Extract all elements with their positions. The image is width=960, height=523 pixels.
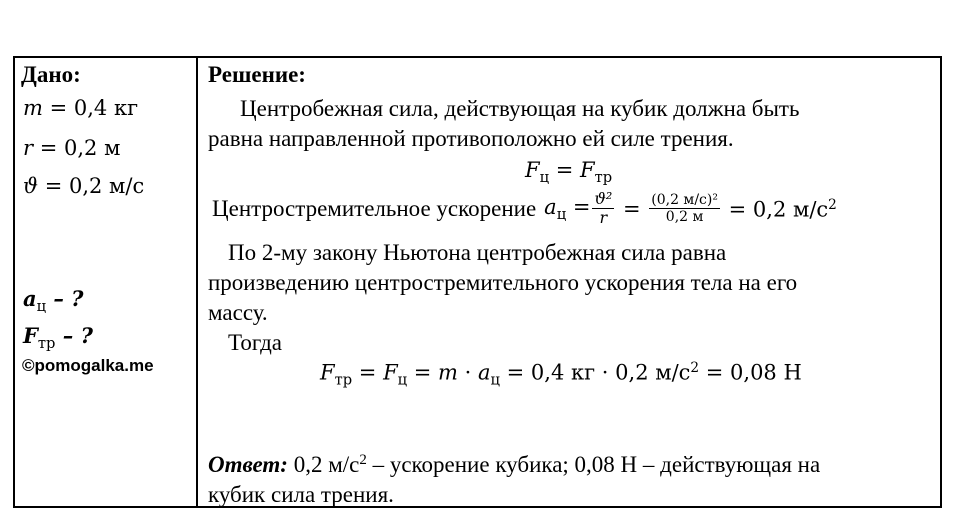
fraction-numeric-numerator: (0,2 м/с)²: [651, 192, 718, 209]
watermark: ©pomogalka.me: [22, 356, 154, 375]
equation-acceleration: Центростремительное ускорение $a_ц$ = $\frac{\text{ϑ²}}{r}$ = $\frac{\text{(0,2 м/с)²}}{0,2 м}$ = 0,2 $м/с^2$: [212, 189, 837, 228]
answer-line2: кубик сила трения.: [208, 482, 394, 507]
answer-line1: Ответ: 0,2 $м/с^2$ – ускорение кубика; 0,08 Н – действующая на: [208, 452, 821, 478]
find-acceleration-suffix: – ?: [46, 286, 84, 311]
given-speed: ϑ = 0,2 м/с: [23, 174, 145, 198]
fraction-v2-numerator: ϑ²: [594, 189, 613, 208]
solution-heading: Решение:: [208, 62, 306, 87]
given-radius: r = 0,2 м: [23, 136, 121, 160]
given-mass: m = 0,4 кг: [23, 96, 139, 120]
equation-friction-force: $F_{тр} = F_ц = m \cdot a_ц = 0,4$ кг · 0,2 $м/с^2 = 0,08$ Н: [320, 360, 802, 389]
fraction-numeric: [649, 192, 720, 225]
answer-tail: – ускорение кубика; 0,08 Н – действующая на: [366, 452, 821, 478]
answer-label: Ответ:: [208, 452, 288, 478]
column-divider: [196, 56, 198, 508]
equation-forces-equal: $F_ц = F_{тр}$: [525, 158, 613, 187]
para1-line2: равна направленной противоположно ей силе трения.: [208, 126, 734, 151]
para2-line1: По 2-му закону Ньютона центробежная сила равна: [228, 240, 727, 265]
given-mass-value: = 0,4 кг: [42, 96, 139, 120]
then-word: Тогда: [228, 330, 283, 355]
para2-line2: произведению центростремительного ускорения тела на его: [208, 270, 798, 295]
find-friction-suffix: – ?: [55, 323, 93, 348]
acceleration-result: = 0,2 м/с: [728, 197, 829, 222]
given-speed-value: = 0,2 м/с: [38, 174, 145, 198]
find-friction-force: $F_{тр}$ – ?: [23, 323, 93, 353]
fraction-v2-over-r: [592, 190, 614, 228]
para1-line1: Центробежная сила, действующая на кубик должна быть: [240, 96, 800, 121]
centripetal-label: Центростремительное ускорение: [212, 195, 537, 221]
fraction-numeric-denominator: 0,2 м: [665, 209, 704, 226]
given-radius-value: = 0,2 м: [33, 136, 121, 160]
force-result: = 0,08 Н: [699, 360, 802, 385]
answer-value: 0,2 м/с: [287, 452, 360, 478]
force-calc: = 0,4 кг · 0,2 м/с: [499, 360, 691, 385]
fraction-v2-denominator: r: [599, 208, 608, 228]
find-acceleration: $a_ц$ – ?: [23, 286, 84, 316]
given-heading: Дано:: [21, 62, 81, 87]
para2-line3: массу.: [208, 300, 268, 325]
